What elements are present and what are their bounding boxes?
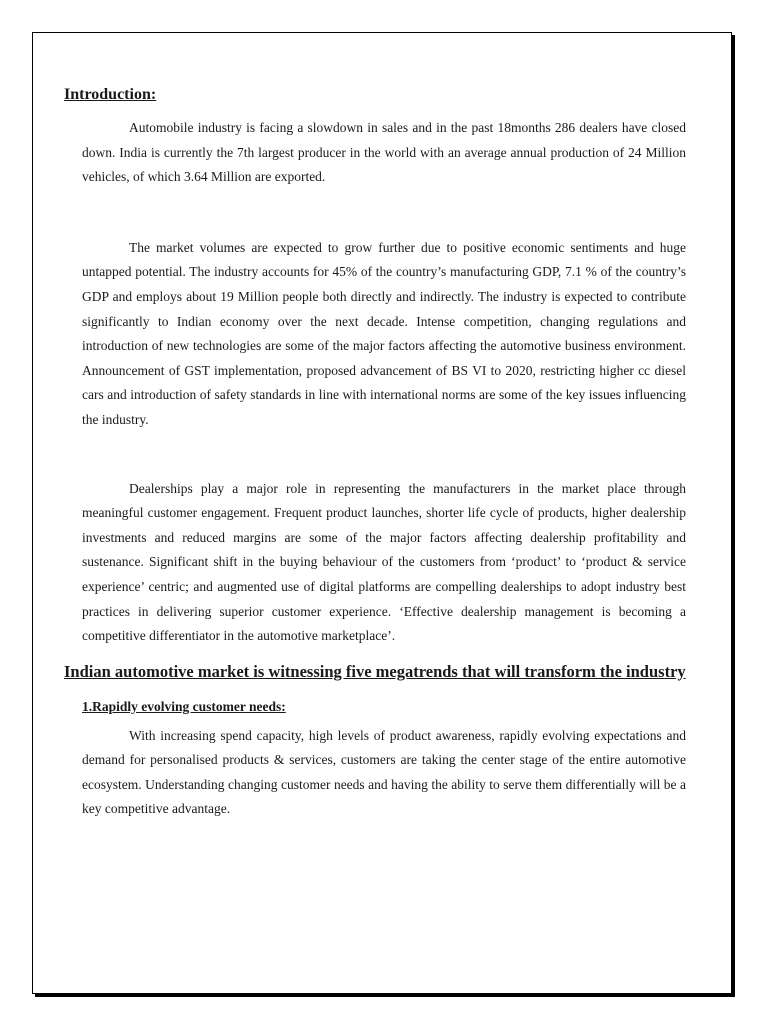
paragraph-3: Dealerships play a major role in representing the manufacturers in the market place through meaningful customer engagement. Frequent product launches, shorter life cycle of products, higher dealership investments and reduced margins are some of the major factors affecting dealership profitability and sustenance. Significant shift in the buying behaviour of the customers from ‘product’ to ‘product & service experience’ centric; and augmented use of digital platforms are compelling dealerships to adopt industry best practices in delivering superior customer experience. ‘Effective dealership management is becoming a competitive differentiator in the automotive marketplace’.: [82, 480, 686, 644]
megatrends-heading: Indian automotive market is witnessing five megatrends that will transform the industry: [64, 661, 686, 681]
customer-needs-paragraph: With increasing spend capacity, high levels of product awareness, rapidly evolving expectations and demand for personalised products & services, customers are taking the center stage of the entire automotive ecosystem. Understanding changing customer needs and having the ability to serve them differentially will be a key competitive advantage.: [82, 727, 686, 817]
introduction-heading: Introduction:: [64, 86, 157, 103]
paragraph-1: Automobile industry is facing a slowdown in sales and in the past 18months 286 dealers have closed down. India is currently the 7th largest producer in the world with an average annual production of 24 Million vehicles, of which 3.64 Million are exported.: [82, 120, 686, 185]
customer-needs-subheading: 1.Rapidly evolving customer needs:: [82, 698, 286, 714]
paragraph-2: The market volumes are expected to grow further due to positive economic sentiments and huge untapped potential. The industry accounts for 45% of the country’s manufacturing GDP, 7.1 % of the country’s GDP and employs about 19 Million people both directly and indirectly. The industry is expected to contribute significantly to Indian economy over the next decade. Intense competition, changing regulations and introduction of new technologies are some of the major factors affecting the automotive business environment. Announcement of GST implementation, proposed advancement of BS VI to 2020, restricting higher cc diesel cars and introduction of safety standards in line with international norms are some of the key issues influencing the industry.: [82, 239, 686, 427]
document-body: [64, 84, 686, 822]
